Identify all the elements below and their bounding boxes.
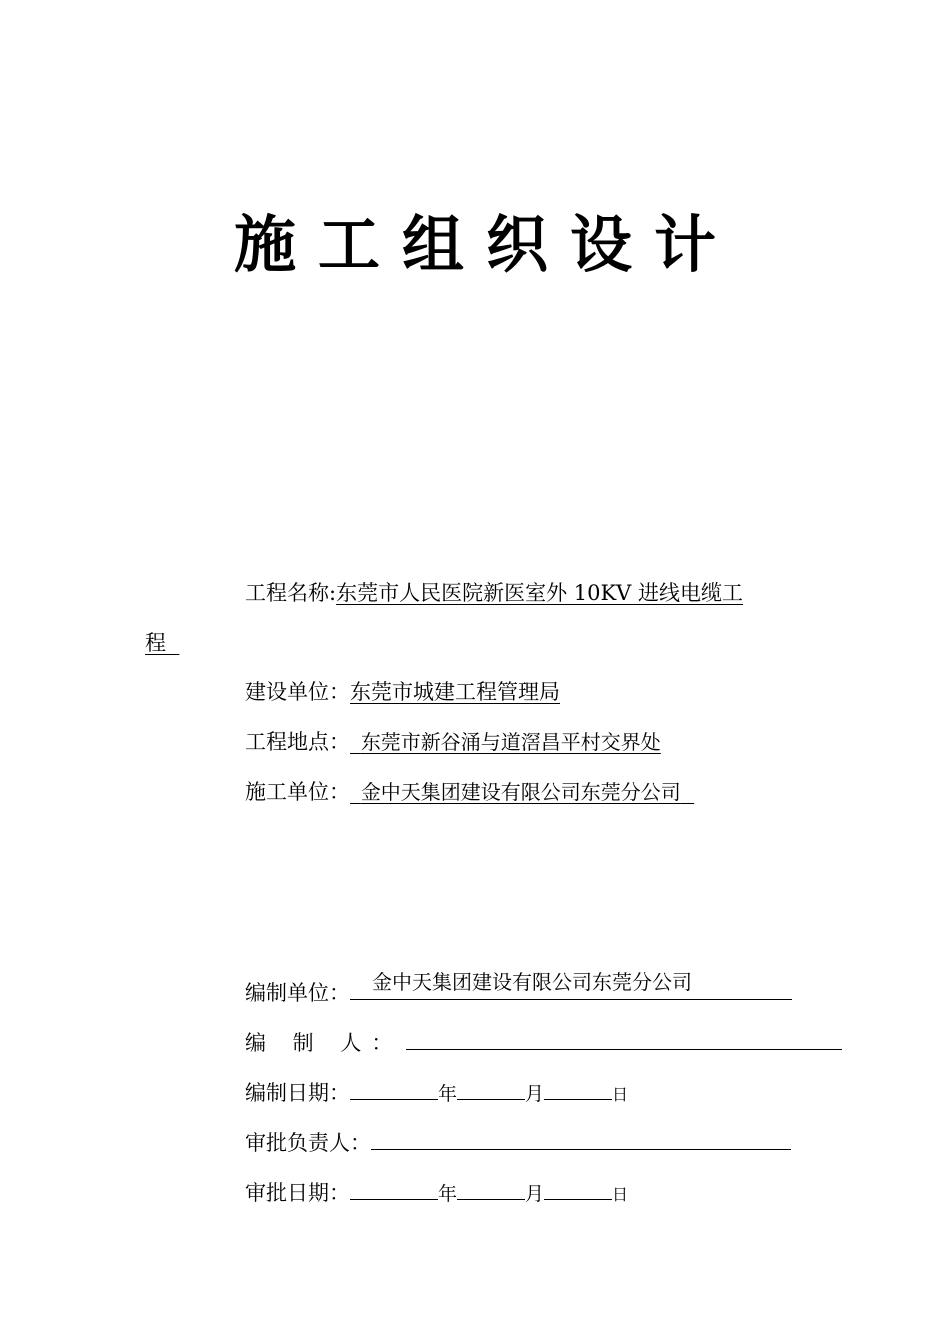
prep-date-month-field: [457, 1075, 525, 1100]
approval-date-month-label: 月: [525, 1183, 545, 1205]
project-name-value-line2: 程: [145, 631, 166, 655]
approval-date-day-label: 日: [612, 1185, 629, 1204]
contractor-value: 金中天集团建设有限公司东莞分公司: [360, 780, 681, 804]
contractor-label: 施工单位：: [245, 780, 350, 804]
prep-unit-field: [350, 970, 792, 1000]
document-title: 施工组织设计: [233, 208, 738, 281]
approval-date-label: 审批日期：: [245, 1181, 350, 1205]
approval-date-day-field: [544, 1175, 612, 1200]
approver-field: [371, 1125, 791, 1150]
site-label: 工程地点：: [245, 730, 350, 754]
builder-row: [245, 677, 560, 707]
project-name-continuation: [145, 628, 179, 658]
site-row: [245, 727, 661, 759]
prep-person-label: 编 制 人：: [245, 1031, 403, 1055]
project-name-label: 工程名称:: [245, 581, 337, 605]
prep-date-month-label: 月: [525, 1083, 545, 1105]
project-name-value: 东莞市人民医院新医室外 10KV 进线电缆工: [336, 581, 744, 605]
approval-date-row: [245, 1175, 628, 1210]
prep-date-label: 编制日期：: [245, 1081, 350, 1105]
prep-person-field: [406, 1025, 842, 1050]
approval-date-year-field: [350, 1175, 438, 1200]
approval-date-year-label: 年: [438, 1183, 458, 1205]
prep-person-row: [245, 1025, 842, 1058]
prep-unit-value: 金中天集团建设有限公司东莞分公司: [372, 970, 692, 994]
prep-unit-row: [245, 970, 792, 1008]
builder-value: 东莞市城建工程管理局: [350, 680, 560, 704]
prep-date-year-label: 年: [438, 1083, 458, 1105]
project-name-row: [245, 578, 743, 608]
approver-label: 审批负责人：: [245, 1131, 371, 1155]
prep-unit-label: 编制单位：: [245, 981, 350, 1005]
prep-date-day-label: 日: [612, 1085, 629, 1104]
builder-label: 建设单位：: [245, 680, 350, 704]
contractor-row: [245, 777, 694, 809]
approval-date-month-field: [457, 1175, 525, 1200]
prep-date-day-field: [544, 1075, 612, 1100]
site-value: 东莞市新谷涌与道滘昌平村交界处: [360, 730, 661, 754]
prep-date-year-field: [350, 1075, 438, 1100]
approver-row: [245, 1125, 791, 1158]
prep-date-row: [245, 1075, 628, 1110]
